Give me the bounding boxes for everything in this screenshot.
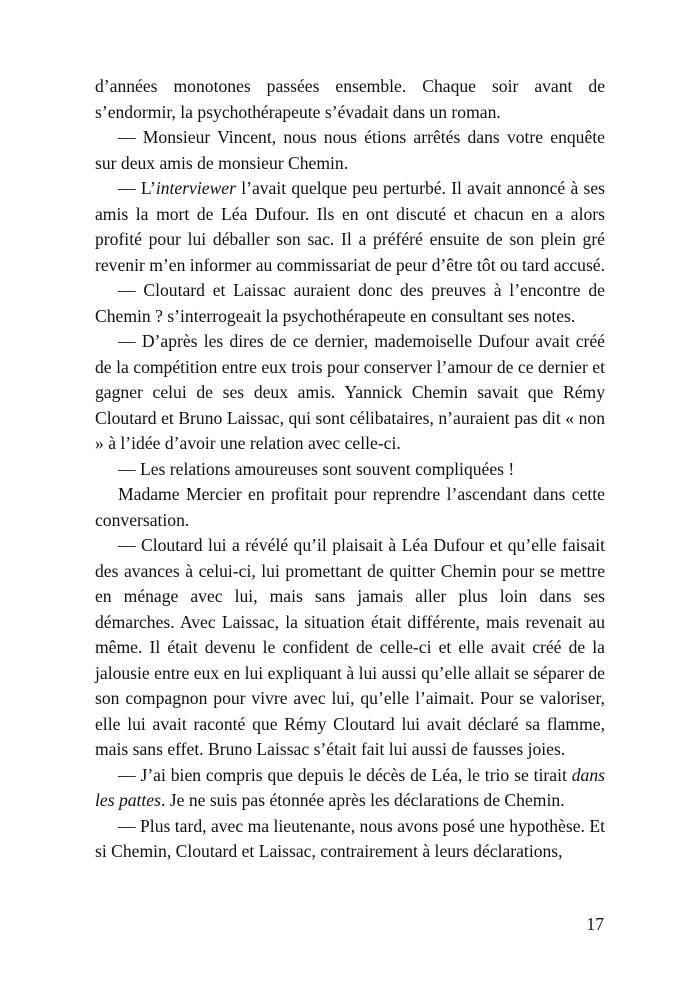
paragraph-2 (95, 125, 605, 176)
paragraph-3-text-b: l’avait quelque peu perturbé. Il avait annoncé à ses amis la mort de Léa Dufour. Ils en ont discuté et chacun en a alors profité pour lui déballer son sac. Il a préféré ensuite de son plein gré revenir m’en informer au commissariat de peur d’être tôt ou tard accusé. (95, 178, 606, 275)
paragraph-5-text: — D’après les dires de ce dernier, mademoiselle Dufour avait créé de la compétition entre eux trois pour conserver l’amour de ce dernier et gagner celui de ses deux amis. Yannick Chemin savait que Rémy Cloutard et Bruno Laissac, qui sont célibataires, n’auraient pas dit « non » à l’idée d’avoir une relation avec celle-ci. (95, 331, 605, 453)
paragraph-9 (95, 763, 605, 814)
paragraph-1-text: d’années monotones passées ensemble. Chaque soir avant de s’endormir, la psychothérapeute s’évadait dans un roman. (95, 76, 605, 122)
paragraph-2-text: — Monsieur Vincent, nous nous étions arrêtés dans votre enquête sur deux amis de monsieur Chemin. (95, 127, 605, 173)
paragraph-10-text: — Plus tard, avec ma lieutenante, nous avons posé une hypothèse. Et si Chemin, Cloutard et Laissac, contrairement à leurs déclarations, (95, 815, 605, 861)
paragraph-3-italic: interviewer (155, 178, 236, 198)
page-body (95, 74, 605, 865)
paragraph-9-text-a: — J’ai bien compris que depuis le décès de Léa, le trio se tirait (118, 764, 572, 785)
paragraph-10 (95, 814, 605, 865)
paragraph-6 (95, 457, 605, 483)
paragraph-8-text: — Cloutard lui a révélé qu’il plaisait à Léa Dufour et qu’elle faisait des avances à celui-ci, lui promettant de quitter Chemin pour se mettre en ménage avec lui, mais sans jamais aller plus loin dans ses démarches. Avec Laissac, la situation était différente, mais revenait au même. Il était devenu le confident de celle-ci et elle avait créé de la jalousie entre eux en lui expliquant à lui aussi qu’elle allait se séparer de son compagnon pour vivre avec lui, qu’elle l’aimait. Pour se valoriser, elle lui avait raconté que Rémy Cloutard lui avait déclaré sa flamme, mais sans effet. Bruno Laissac s’était fait lui aussi de fausses joies. (95, 535, 605, 759)
paragraph-8 (95, 533, 605, 763)
page-number: 17 (586, 914, 604, 934)
paragraph-4-text: — Cloutard et Laissac auraient donc des preuves à l’encontre de Chemin ? s’interrogeait la psychothérapeute en consultant ses notes. (95, 280, 605, 326)
paragraph-5 (95, 329, 605, 457)
paragraph-3-text-a: — L’ (118, 178, 156, 198)
paragraph-4 (95, 278, 605, 329)
paragraph-6-text: — Les relations amoureuses sont souvent compliquées ! (118, 458, 515, 479)
paragraph-7-text: Madame Mercier en profitait pour reprendre l’ascendant dans cette conversation. (95, 484, 605, 530)
paragraph-9-text-b: . Je ne suis pas étonnée après les déclarations de Chemin. (160, 790, 565, 810)
paragraph-3 (95, 176, 605, 278)
paragraph-9-italic: dans les pattes (95, 764, 605, 810)
paragraph-1 (95, 74, 605, 125)
paragraph-7 (95, 482, 605, 533)
